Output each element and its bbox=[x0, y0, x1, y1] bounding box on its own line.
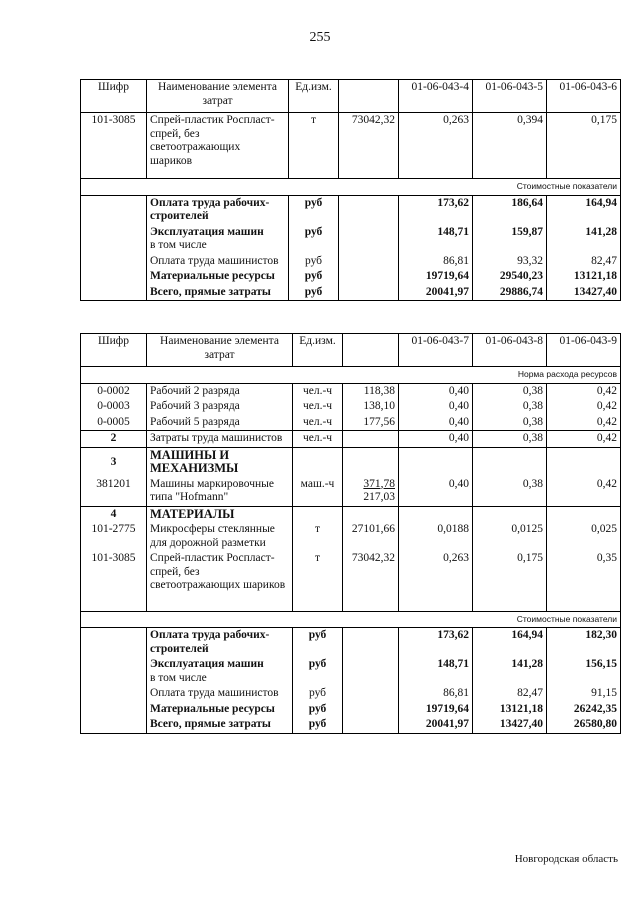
cost-value: 13121,18 bbox=[547, 269, 621, 285]
table-row bbox=[81, 113, 621, 179]
cost-value: 13427,40 bbox=[473, 717, 547, 733]
row-value: 0,38 bbox=[473, 399, 547, 415]
cost-name: Материальные ресурсы bbox=[147, 269, 289, 285]
cost-unit: руб bbox=[293, 657, 343, 686]
row-code: 0-0002 bbox=[81, 383, 147, 399]
cost-row bbox=[81, 269, 621, 285]
row-value: 0,42 bbox=[547, 415, 621, 431]
header-code: Шифр bbox=[81, 334, 147, 367]
row-value: 0,40 bbox=[399, 415, 473, 431]
row-unit: т bbox=[293, 551, 343, 611]
table-header-row bbox=[81, 80, 621, 113]
row-name: Рабочий 5 разряда bbox=[147, 415, 293, 431]
cost-value: 29886,74 bbox=[473, 285, 547, 301]
cost-value: 182,30 bbox=[547, 628, 621, 658]
row-price: 73042,32 bbox=[339, 113, 399, 179]
table-row bbox=[81, 383, 621, 399]
section-label-row bbox=[81, 367, 621, 384]
cost-value: 159,87 bbox=[473, 225, 547, 254]
row-value: 0,263 bbox=[399, 551, 473, 611]
section-label-row bbox=[81, 611, 621, 628]
row-code: 0-0003 bbox=[81, 399, 147, 415]
cost-name: Оплата труда машинистов bbox=[147, 686, 293, 702]
header-unit: Ед.изм. bbox=[289, 80, 339, 113]
cost-row bbox=[81, 628, 621, 658]
cost-row bbox=[81, 225, 621, 254]
cost-value: 20041,97 bbox=[399, 285, 473, 301]
cost-row bbox=[81, 195, 621, 225]
row-unit: т bbox=[289, 113, 339, 179]
section-row bbox=[81, 447, 621, 477]
cost-name: Всего, прямые затраты bbox=[147, 285, 289, 301]
row-value: 0,40 bbox=[399, 477, 473, 507]
row-code: 101-3085 bbox=[81, 113, 147, 179]
row-code: 101-3085 bbox=[81, 551, 147, 611]
row-name: Рабочий 3 разряда bbox=[147, 399, 293, 415]
cost-value: 20041,97 bbox=[399, 717, 473, 733]
cost-value: 13427,40 bbox=[547, 285, 621, 301]
table-row bbox=[81, 551, 621, 611]
table-row bbox=[81, 431, 621, 448]
header-name: Наименование элемента затрат bbox=[147, 334, 293, 367]
cost-name: Оплата труда рабочих-строителей bbox=[147, 195, 289, 225]
cost-value: 173,62 bbox=[399, 628, 473, 658]
cost-value: 82,47 bbox=[547, 254, 621, 270]
cost-unit: руб bbox=[293, 686, 343, 702]
row-price: 118,38 bbox=[343, 383, 399, 399]
cost-value: 19719,64 bbox=[399, 702, 473, 718]
cost-unit: руб bbox=[293, 717, 343, 733]
cost-value: 141,28 bbox=[547, 225, 621, 254]
page-number: 255 bbox=[309, 30, 331, 45]
cost-unit: руб bbox=[289, 254, 339, 270]
cost-name: Всего, прямые затраты bbox=[147, 717, 293, 733]
cost-row bbox=[81, 702, 621, 718]
row-value: 0,0188 bbox=[399, 522, 473, 551]
row-code: 2 bbox=[81, 431, 147, 448]
cost-name: Эксплуатация машин bbox=[150, 225, 264, 238]
header-col-3: 01-06-043-9 bbox=[547, 334, 621, 367]
row-unit: чел.-ч bbox=[293, 399, 343, 415]
cost-unit: руб bbox=[289, 269, 339, 285]
row-value: 0,42 bbox=[547, 431, 621, 448]
cost-value: 26580,80 bbox=[547, 717, 621, 733]
cost-value: 91,15 bbox=[547, 686, 621, 702]
cost-name: Эксплуатация машин bbox=[150, 658, 264, 670]
cost-value: 26242,35 bbox=[547, 702, 621, 718]
cost-value: 29540,23 bbox=[473, 269, 547, 285]
cost-unit: руб bbox=[293, 628, 343, 658]
row-code: 101-2775 bbox=[81, 522, 147, 551]
cost-unit: руб bbox=[293, 702, 343, 718]
resource-table-2 bbox=[80, 333, 621, 734]
row-price-secondary: 217,03 bbox=[363, 491, 395, 503]
header-col-2: 01-06-043-8 bbox=[473, 334, 547, 367]
norm-section-label: Норма расхода ресурсов bbox=[81, 367, 621, 384]
row-price: 371,78 bbox=[363, 477, 395, 490]
row-unit: т bbox=[293, 522, 343, 551]
cost-row bbox=[81, 717, 621, 733]
row-name: Рабочий 2 разряда bbox=[147, 383, 293, 399]
row-value: 0,263 bbox=[399, 113, 473, 179]
cost-name: Материальные ресурсы bbox=[147, 702, 293, 718]
cost-row bbox=[81, 686, 621, 702]
row-name: Затраты труда машинистов bbox=[147, 431, 293, 448]
header-col-3: 01-06-043-6 bbox=[547, 80, 621, 113]
row-value: 0,40 bbox=[399, 383, 473, 399]
row-value: 0,40 bbox=[399, 431, 473, 448]
row-value: 0,394 bbox=[473, 113, 547, 179]
cost-value: 93,32 bbox=[473, 254, 547, 270]
row-unit: чел.-ч bbox=[293, 415, 343, 431]
table-row bbox=[81, 477, 621, 507]
row-price: 27101,66 bbox=[343, 522, 399, 551]
section-code: 3 bbox=[81, 447, 147, 477]
section-title: МАТЕРИАЛЫ bbox=[147, 506, 293, 522]
row-unit: маш.-ч bbox=[293, 477, 343, 507]
cost-value: 13121,18 bbox=[473, 702, 547, 718]
cost-value: 186,64 bbox=[473, 195, 547, 225]
row-code: 381201 bbox=[81, 477, 147, 507]
cost-sub: в том числе bbox=[150, 671, 207, 684]
section-title: МАШИНЫ И МЕХАНИЗМЫ bbox=[147, 447, 293, 477]
cost-value: 86,81 bbox=[399, 254, 473, 270]
row-code: 0-0005 bbox=[81, 415, 147, 431]
cost-sub: в том числе bbox=[150, 239, 207, 251]
cost-value: 164,94 bbox=[547, 195, 621, 225]
row-value: 0,175 bbox=[473, 551, 547, 611]
row-value: 0,38 bbox=[473, 431, 547, 448]
row-name: Спрей-пластик Роспласт-спрей, без светоотражающих шариков bbox=[147, 113, 289, 179]
cost-value: 156,15 bbox=[547, 657, 621, 686]
table-row bbox=[81, 522, 621, 551]
row-price: 177,56 bbox=[343, 415, 399, 431]
row-value: 0,38 bbox=[473, 477, 547, 507]
row-unit: чел.-ч bbox=[293, 383, 343, 399]
row-name: Микросферы стеклянные для дорожной разметки bbox=[147, 522, 293, 551]
row-value: 0,0125 bbox=[473, 522, 547, 551]
table-header-row bbox=[81, 334, 621, 367]
cost-unit: руб bbox=[289, 225, 339, 254]
header-price bbox=[343, 334, 399, 367]
row-value: 0,175 bbox=[547, 113, 621, 179]
row-value: 0,38 bbox=[473, 383, 547, 399]
row-price: 73042,32 bbox=[343, 551, 399, 611]
row-value: 0,42 bbox=[547, 477, 621, 507]
cost-name: Оплата труда рабочих-строителей bbox=[147, 628, 293, 658]
cost-row bbox=[81, 285, 621, 301]
cost-unit: руб bbox=[289, 195, 339, 225]
cost-value: 173,62 bbox=[399, 195, 473, 225]
section-row bbox=[81, 506, 621, 522]
row-value: 0,35 bbox=[547, 551, 621, 611]
cost-value: 86,81 bbox=[399, 686, 473, 702]
cost-row bbox=[81, 657, 621, 686]
cost-value: 19719,64 bbox=[399, 269, 473, 285]
row-value: 0,42 bbox=[547, 383, 621, 399]
cost-row bbox=[81, 254, 621, 270]
cost-unit: руб bbox=[289, 285, 339, 301]
cost-section-label: Стоимостные показатели bbox=[81, 179, 621, 196]
cost-value: 148,71 bbox=[399, 225, 473, 254]
table-row bbox=[81, 399, 621, 415]
header-col-1: 01-06-043-7 bbox=[399, 334, 473, 367]
row-price: 138,10 bbox=[343, 399, 399, 415]
cost-value: 148,71 bbox=[399, 657, 473, 686]
row-value: 0,38 bbox=[473, 415, 547, 431]
header-name: Наименование элемента затрат bbox=[147, 80, 289, 113]
footer-region: Новгородская область bbox=[514, 853, 618, 865]
resource-table-1 bbox=[80, 79, 621, 301]
header-col-2: 01-06-043-5 bbox=[473, 80, 547, 113]
cost-value: 141,28 bbox=[473, 657, 547, 686]
cost-value: 164,94 bbox=[473, 628, 547, 658]
cost-section-label: Стоимостные показатели bbox=[81, 611, 621, 628]
cost-value: 82,47 bbox=[473, 686, 547, 702]
row-unit: чел.-ч bbox=[293, 431, 343, 448]
header-code: Шифр bbox=[81, 80, 147, 113]
row-name: Машины маркировочные типа "Hofmann" bbox=[147, 477, 293, 507]
row-value: 0,42 bbox=[547, 399, 621, 415]
header-price bbox=[339, 80, 399, 113]
header-col-1: 01-06-043-4 bbox=[399, 80, 473, 113]
row-value: 0,025 bbox=[547, 522, 621, 551]
row-name: Спрей-пластик Роспласт-спрей, без светоотражающих шариков bbox=[147, 551, 293, 611]
cost-name: Оплата труда машинистов bbox=[147, 254, 289, 270]
section-code: 4 bbox=[81, 506, 147, 522]
section-label-row bbox=[81, 179, 621, 196]
header-unit: Ед.изм. bbox=[293, 334, 343, 367]
row-value: 0,40 bbox=[399, 399, 473, 415]
table-row bbox=[81, 415, 621, 431]
